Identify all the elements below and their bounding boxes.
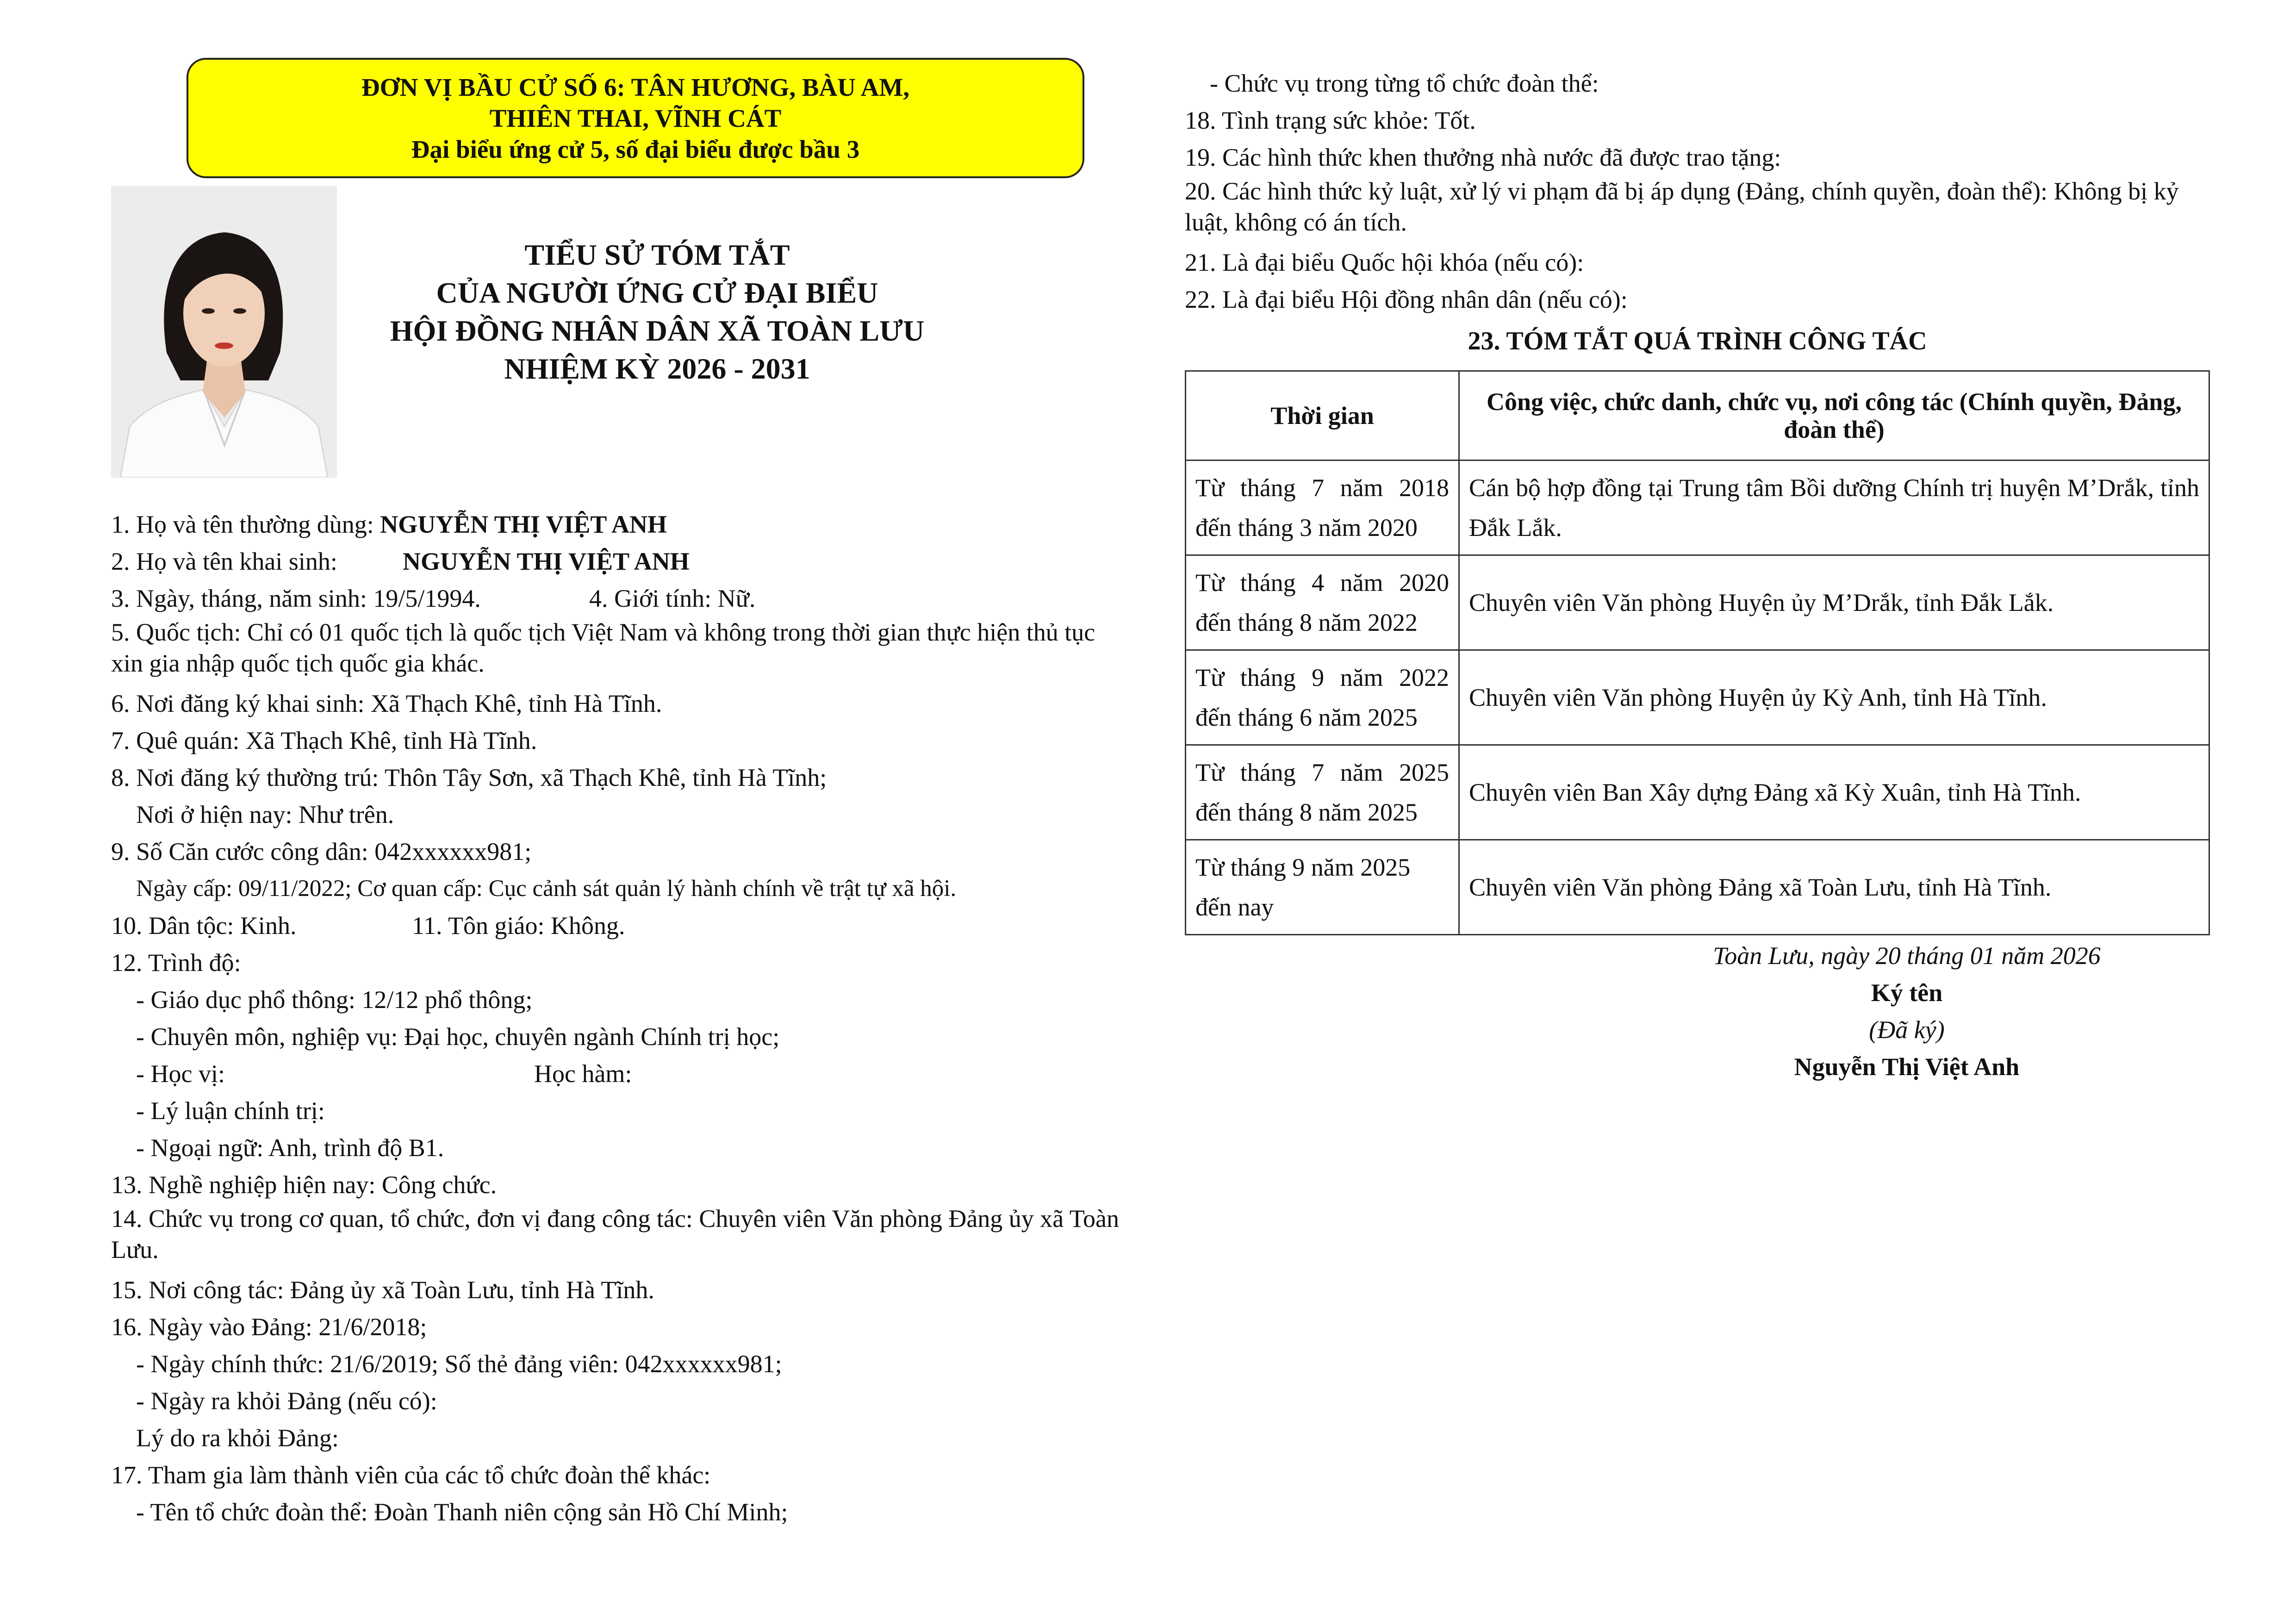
table-row — [1186, 555, 2209, 650]
table-row — [1186, 650, 2209, 745]
item-12-political-theory: - Lý luận chính trị: — [136, 1097, 325, 1125]
title-line-4: NHIỆM KỲ 2026 - 2031 — [504, 352, 810, 385]
table-row — [1186, 460, 2209, 555]
title-line-3: HỘI ĐỒNG NHÂN DÂN XÃ TOÀN LƯU — [390, 314, 925, 347]
item-12-academic-title: Học hàm: — [534, 1060, 632, 1088]
item-7-hometown: 7. Quê quán: Xã Thạch Khê, tỉnh Hà Tĩnh. — [111, 727, 537, 754]
item-2-birth-name — [111, 543, 1129, 580]
row-period: Từ tháng 9 năm 2025 đến nay — [1186, 840, 1459, 935]
header-position: Công việc, chức danh, chức vụ, nơi công tác (Chính quyền, Đảng, đoàn thể) — [1459, 371, 2209, 460]
item-6-birth-registration: 6. Nơi đăng ký khai sinh: Xã Thạch Khê, tỉnh Hà Tĩnh. — [111, 690, 662, 717]
item-3-4-birth-gender — [111, 580, 1129, 617]
item-12-degree-title — [111, 1055, 1129, 1092]
title-line-1: TIỂU SỬ TÓM TẮT — [524, 238, 790, 271]
row-position: Chuyên viên Ban Xây dựng Đảng xã Kỳ Xuân, tỉnh Hà Tĩnh. — [1459, 745, 2209, 840]
item-13-occupation: 13. Nghề nghiệp hiện nay: Công chức. — [111, 1171, 497, 1199]
item-9-citizen-id: 9. Số Căn cước công dân: 042xxxxxx981; — [111, 838, 532, 865]
item-1-value: NGUYỄN THỊ VIỆT ANH — [380, 510, 667, 538]
item-4-gender: 4. Giới tính: Nữ. — [589, 585, 756, 612]
item-2-value: NGUYỄN THỊ VIỆT ANH — [403, 548, 690, 575]
table-row — [1186, 840, 2209, 935]
item-14-position: 14. Chức vụ trong cơ quan, tổ chức, đơn vị đang công tác: Chuyên viên Văn phòng Đảng ủy xã Toàn Lưu. — [111, 1205, 1119, 1263]
table-row — [1186, 745, 2209, 840]
signature-label: Ký tên — [1871, 979, 1943, 1007]
item-12-degree: - Học vị: — [136, 1060, 225, 1088]
item-17-organization-name: - Tên tổ chức đoàn thể: Đoàn Thanh niên cộng sản Hồ Chí Minh; — [136, 1498, 788, 1526]
item-10-ethnicity: 10. Dân tộc: Kinh. — [111, 912, 297, 940]
row-period: Từ tháng 4 năm 2020 đến tháng 8 năm 2022 — [1186, 555, 1459, 650]
item-5-nationality: 5. Quốc tịch: Chỉ có 01 quốc tịch là quốc tịch Việt Nam và không trong thời gian thực hiện thủ tục xin gia nhập quốc tịch quốc gia khác. — [111, 618, 1095, 677]
row-period: Từ tháng 7 năm 2025 đến tháng 8 năm 2025 — [1186, 745, 1459, 840]
row-position: Chuyên viên Văn phòng Đảng xã Toàn Lưu, tỉnh Hà Tĩnh. — [1459, 840, 2209, 935]
row-position: Chuyên viên Văn phòng Huyện ủy Kỳ Anh, tỉnh Hà Tĩnh. — [1459, 650, 2209, 745]
row-position: Chuyên viên Văn phòng Huyện ủy M’Drắk, tỉnh Đắk Lắk. — [1459, 555, 2209, 650]
biography-right-column — [1185, 65, 2210, 360]
item-3-birthdate: 3. Ngày, tháng, năm sinh: 19/5/1994. — [111, 585, 481, 612]
table-header-row — [1186, 371, 2209, 460]
work-history-table — [1185, 370, 2210, 935]
item-1-common-name — [111, 506, 1129, 543]
item-20-discipline: 20. Các hình thức kỷ luật, xử lý vi phạm đã bị áp dụng (Đảng, chính quyền, đoàn thể): Không bị kỷ luật, không có án tích. — [1185, 177, 2179, 236]
biography-left-column — [111, 506, 1129, 1531]
item-16-official-date: - Ngày chính thức: 21/6/2019; Số thẻ đảng viên: 042xxxxxx981; — [136, 1350, 782, 1378]
item-17-organizations: 17. Tham gia làm thành viên của các tổ chức đoàn thể khác: — [111, 1461, 711, 1489]
banner-line-3: Đại biểu ứng cử 5, số đại biểu được bầu 3 — [411, 135, 860, 163]
row-period: Từ tháng 7 năm 2018 đến tháng 3 năm 2020 — [1186, 460, 1459, 555]
item-10-11-ethnicity-religion — [111, 907, 1129, 944]
item-23-heading: 23. TÓM TẮT QUÁ TRÌNH CÔNG TÁC — [1468, 327, 1927, 355]
banner-line-1: ĐƠN VỊ BẦU CỬ SỐ 6: TÂN HƯƠNG, BÀU AM, — [361, 73, 910, 101]
item-12-general-education: - Giáo dục phổ thông: 12/12 phổ thông; — [136, 986, 533, 1014]
header-time: Thời gian — [1186, 371, 1459, 460]
electoral-unit-banner — [187, 58, 1084, 178]
item-17-organization-position: - Chức vụ trong từng tổ chức đoàn thể: — [1210, 69, 1599, 97]
title-line-2: CỦA NGƯỜI ỨNG CỬ ĐẠI BIỂU — [436, 276, 878, 309]
item-16-party-leave-reason: Lý do ra khỏi Đảng: — [136, 1424, 339, 1452]
signatory-name: Nguyễn Thị Việt Anh — [1794, 1053, 2020, 1081]
candidate-portrait-photo — [111, 186, 337, 478]
item-9-issue-info: Ngày cấp: 09/11/2022; Cơ quan cấp: Cục cảnh sát quản lý hành chính về trật tự xã hội. — [136, 876, 957, 902]
row-position: Cán bộ hợp đồng tại Trung tâm Bồi dưỡng Chính trị huyện M’Drắk, tỉnh Đắk Lắk. — [1459, 460, 2209, 555]
item-11-religion: 11. Tôn giáo: Không. — [412, 912, 625, 940]
signature-signed-note: (Đã ký) — [1869, 1016, 1945, 1044]
document-title — [366, 236, 949, 388]
item-12-specialization: - Chuyên môn, nghiệp vụ: Đại học, chuyên ngành Chính trị học; — [136, 1023, 780, 1051]
signature-block — [1592, 937, 2221, 1085]
banner-line-2: THIÊN THAI, VĨNH CÁT — [489, 104, 782, 132]
signature-place-date: Toàn Lưu, ngày 20 tháng 01 năm 2026 — [1713, 942, 2101, 970]
item-22-peoples-council: 22. Là đại biểu Hội đồng nhân dân (nếu có): — [1185, 286, 1628, 313]
item-18-health: 18. Tình trạng sức khỏe: Tốt. — [1185, 106, 1476, 134]
item-19-awards: 19. Các hình thức khen thưởng nhà nước đã được trao tặng: — [1185, 143, 1781, 171]
item-2-label: 2. Họ và tên khai sinh: — [111, 548, 337, 575]
item-16-party-admission: 16. Ngày vào Đảng: 21/6/2018; — [111, 1313, 427, 1341]
item-15-workplace: 15. Nơi công tác: Đảng ủy xã Toàn Lưu, tỉnh Hà Tĩnh. — [111, 1276, 654, 1304]
item-21-national-assembly: 21. Là đại biểu Quốc hội khóa (nếu có): — [1185, 249, 1584, 276]
item-16-party-leave-date: - Ngày ra khỏi Đảng (nếu có): — [136, 1387, 437, 1415]
item-12-education: 12. Trình độ: — [111, 949, 241, 977]
item-1-label: 1. Họ và tên thường dùng: — [111, 510, 380, 538]
row-period: Từ tháng 9 năm 2022 đến tháng 6 năm 2025 — [1186, 650, 1459, 745]
item-12-foreign-language: - Ngoại ngữ: Anh, trình độ B1. — [136, 1134, 444, 1162]
item-8-current-residence: Nơi ở hiện nay: Như trên. — [136, 801, 394, 828]
item-8-permanent-residence: 8. Nơi đăng ký thường trú: Thôn Tây Sơn, xã Thạch Khê, tỉnh Hà Tĩnh; — [111, 764, 827, 791]
